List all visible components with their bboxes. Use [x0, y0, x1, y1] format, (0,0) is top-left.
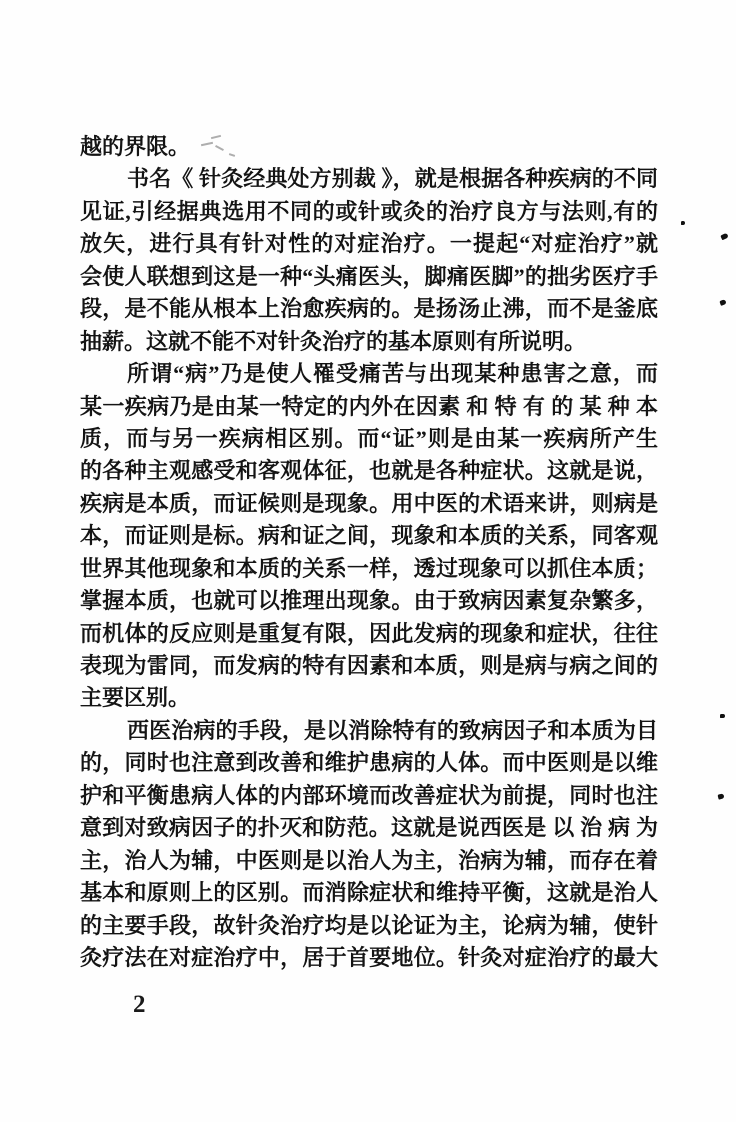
ink-speck — [720, 233, 728, 240]
text-line: 抽薪。这就不能不对针灸治疗的基本原则有所说明。 — [80, 328, 587, 354]
text-line: 意到对致病因子的扑灭和防范。这就是说西医是 以 治 病 为 — [80, 815, 658, 841]
pencil-smudge — [199, 134, 249, 162]
text-line: 掌握本质，也就可以推理出现象。由于致病因素复杂繁多， — [80, 588, 658, 614]
text-line: 的，同时也注意到改善和维护患病的人体。而中医则是以维 — [80, 750, 658, 776]
text-line: 段，是不能从根本上治愈疾病的。是扬汤止沸，而不是釜底 — [80, 296, 658, 322]
text-line: 放矢，进行具有针对性的对症治疗。一提起“对症治疗”就 — [80, 231, 658, 257]
page-number: 2 — [133, 991, 146, 1018]
text-line: 主，治人为辅，中医则是以治人为主，治病为辅，而存在着 — [80, 847, 658, 873]
text-line: 越的界限。 — [80, 134, 191, 159]
text-line: 而机体的反应则是重复有限，因此发病的现象和症状，往往 — [80, 620, 658, 646]
body-text — [80, 131, 658, 974]
text-line: 会使人联想到这是一种“头痛医头，脚痛医脚”的拙劣医疗手 — [80, 263, 658, 289]
text-line: 的各种主观感受和客观体征，也就是各种症状。这就是说， — [80, 458, 658, 484]
text-line: 世界其他现象和本质的关系一样，透过现象可以抓住本质； — [80, 555, 658, 581]
ink-speck — [719, 299, 726, 306]
text-line: 所谓“病”乃是使人罹受痛苦与出现某种患害之意，而 — [127, 361, 658, 387]
text-line: 本，而证则是标。病和证之间，现象和本质的关系，同客观 — [80, 523, 658, 549]
text-line: 表现为雷同，而发病的特有因素和本质，则是病与病之间的 — [80, 653, 658, 678]
ink-speck — [720, 714, 725, 718]
text-line: 见证,引经据典选用不同的或针或灸的治疗良方与法则,有的 — [80, 198, 658, 224]
text-line: 某一疾病乃是由某一特定的内外在因素 和 特 有 的 某 种 本 — [80, 393, 658, 419]
text-line: 的主要手段，故针灸治疗均是以论证为主，论病为辅，使针 — [80, 912, 658, 938]
ink-speck — [717, 793, 724, 799]
ink-speck — [681, 221, 685, 225]
text-line: 西医治病的手段，是以消除特有的致病因子和本质为目 — [127, 717, 658, 743]
text-line: 护和平衡患病人体的内部环境而改善症状为前提，同时也注 — [80, 782, 658, 808]
text-line: 书名《 针灸经典处方别裁 》，就是根据各种疾病的不同 — [127, 166, 658, 192]
text-line: 疾病是本质，而证候则是现象。用中医的术语来讲，则病是 — [80, 490, 658, 516]
text-line: 基本和原则上的区别。而消除症状和维持平衡，这就是治人 — [80, 880, 658, 906]
text-line: 质，而与另一疾病相区别。而“证”则是由某一疾病所产生 — [80, 425, 658, 451]
text-line: 灸疗法在对症治疗中，居于首要地位。针灸对症治疗的最大 — [80, 944, 658, 970]
text-line: 主要区别。 — [80, 685, 191, 711]
